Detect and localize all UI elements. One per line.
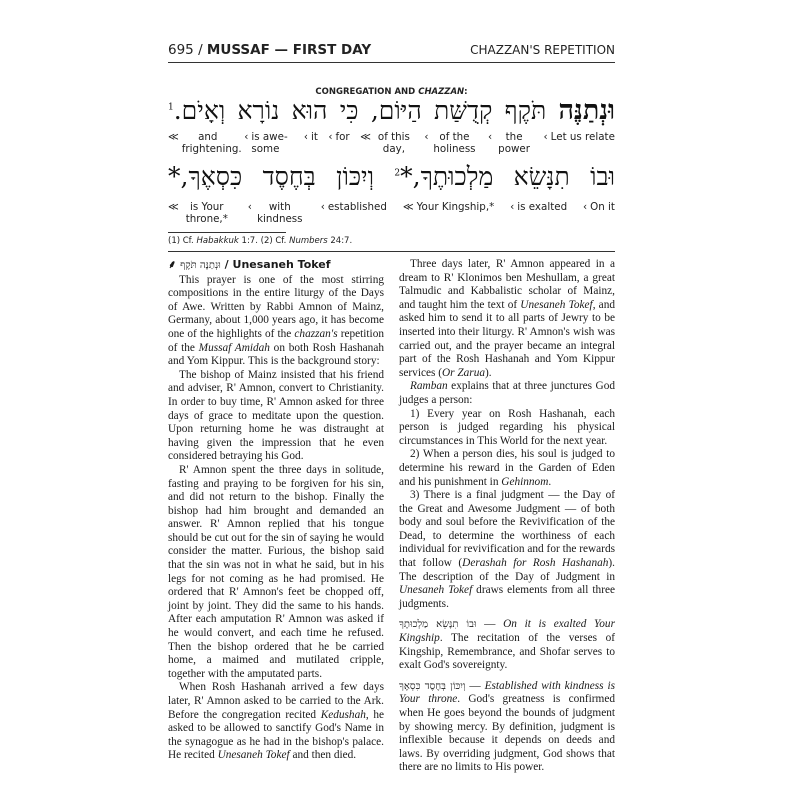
paragraph: וְיִכּוֹן בְּחֶסֶד כִּסְאֶךָ — Established with kindness is Your throne. God's greatness is confirmed when He goes beyond the bounds of judgment by showing mercy. By definition, judgment is inflexible because it depends on deeds and laws. By overriding judgment, God shows that there are no limits to His power. (399, 679, 616, 774)
translation-word: ‹ of the holiness (424, 131, 476, 155)
translation-word: ‹ for (328, 131, 350, 143)
hebrew-verse-2: וּבוֹ תִנָּשֵׂא מַלְכוּתֶךָ,*$^2$ וְיִכּוֹן בְּחֶסֶד כִּסְאֶךָ,* (168, 162, 615, 191)
header-left: 695 / MUSSAF — FIRST DAY (168, 42, 372, 58)
commentary-column-right (399, 258, 615, 775)
interlinear-translation-2 (168, 201, 615, 225)
section-title: MUSSAF — FIRST DAY (206, 42, 372, 58)
translation-word: ‹ is awe- some (244, 131, 288, 155)
hebrew-first-word: וּנְתַנֶּה (558, 95, 615, 126)
paragraph: R' Amnon spent the three days in solitude, fasting and praying to be forgiven for his sin, and did not return to the bishop. Finally the bishop had him brought and demanded an answer. R' Amnon replied that his tongue should be cut out for the sin of saying he would consider the matter. Furious, the bishop said that the sin was not in what he said, but in his legs for not coming as he had promised. He ordered that R' Amnon's feet be chopped off, joint by joint. They did the same to his hands. After each amputation R' Amnon was asked if he would convert, and each time he refused. Then the bishop ordered that he be carried home, a maimed and mutilated cripple, together with the amputated parts. (168, 463, 384, 680)
paragraph: 1) Every year on Rosh Hashanah, each person is judged regarding his physical circumstances in This World for the next year. (399, 407, 615, 447)
footnote-divider (168, 232, 286, 233)
header-right-title: CHAZZAN'S REPETITION (470, 43, 615, 57)
arrow-left-icon: ≪ (402, 201, 414, 213)
prayer-book-page (168, 0, 615, 800)
paragraph: When Rosh Hashanah arrived a few days later, R' Amnon asked to be carried to the Ark. Before the congregation recited Kedushah, he asked to be allowed to sanctify God's Name in the synagogue as he had in the bishop's palace. He recited Unesaneh Tokef and then died. (168, 681, 384, 762)
translation-word: ‹ established (320, 201, 387, 213)
paragraph: The bishop of Mainz insisted that his friend and adviser, R' Amnon, convert to Christianity. In order to buy time, R' Amnon asked for three days of grace to meditate upon the question. Upon returning home he was distraught at having given the impression that he even considered betraying his God. (168, 368, 384, 463)
instruction-label: CONGREGATION AND CHAZZAN: (315, 87, 468, 97)
paragraph: Three days later, R' Amnon appeared in a dream to R' Klonimos ben Meshullam, a great Talmudic and Kabbalistic scholar of Mainz, and taught him the text of Unesaneh Tokef, and asked him to send it to all parts of Jewry to be inserted into their liturgy. R' Amnon's wish was carried out, and the prayer became an integral part of the Rosh Hashanah and Yom Kippur services (Or Zarua). (399, 258, 615, 379)
translation-word: ‹ it (303, 131, 318, 143)
paragraph: This prayer is one of the most stirring compositions in the entire liturgy of the Days of Awe. Written by Rabbi Amnon of Mainz, Germany, about 1,000 years ago, it has become one of the highlights of the chazzan's repetition of the Mussaf Amidah on both Rosh Hashanah and Yom Kippur. This is the background story: (168, 273, 384, 368)
ornament-icon: ⸙ (168, 258, 177, 271)
arrow-left-icon: ‹ (328, 131, 333, 143)
arrow-left-icon: ≪ (168, 201, 179, 213)
paragraph: 2) When a person dies, his soul is judged to determine his reward in the Garden of Eden and his punishment in Gehinnom. (399, 448, 615, 488)
arrow-left-icon: ‹ (583, 201, 588, 213)
translation-word: ‹ the power (487, 131, 530, 155)
commentary-column-left (168, 258, 384, 763)
paragraph: Ramban explains that at three junctures God judges a person: (399, 380, 615, 406)
arrow-left-icon: ‹ (543, 131, 548, 143)
translation-word: ‹ with kindness (247, 201, 303, 225)
translation-word: ≪ Your Kingship,* (402, 201, 495, 213)
arrow-left-icon: ≪ (168, 131, 179, 143)
paragraph: וּבוֹ תִנָּשֵׂא מַלְכוּתֶךָ — On it is exalted Your Kingship. The recitation of the verses of Kingship, Remembrance, and Shofar serves to exalt God's sovereignty. (399, 618, 615, 672)
arrow-left-icon: ‹ (424, 131, 429, 143)
arrow-left-icon: ≪ (360, 131, 371, 143)
arrow-left-icon: ‹ (247, 201, 252, 213)
interlinear-translation-1 (168, 131, 615, 155)
commentary-title: ⸙ וּנְתַנֶּה תֹּקֶף / Unesaneh Tokef (168, 258, 331, 271)
translation-word: ‹ Let us relate (543, 131, 615, 143)
footnote-mark: 2 (394, 168, 401, 179)
commentary-divider (168, 251, 615, 252)
page-number: 695 (168, 42, 194, 58)
arrow-left-icon: ‹ (244, 131, 249, 143)
translation-word: ≪ and frightening. (168, 131, 242, 155)
translation-word: ‹ On it (583, 201, 615, 213)
paragraph: 3) There is a final judgment — the Day of the Great and Awesome Judgment — of both body and soul before the Revivification of the Dead, to determine the worthiness of each individual for revivification and for the rewards that follow (Derashah for Rosh Hashanah). The description of the Day of Judgment in Unesaneh Tokef draws elements from all three judgments. (399, 489, 615, 610)
arrow-left-icon: ‹ (510, 201, 515, 213)
footnote-mark: 1 (168, 102, 174, 113)
arrow-left-icon: ‹ (320, 201, 325, 213)
arrow-left-icon: ‹ (487, 131, 493, 143)
translation-word: ≪ is Your throne,* (168, 201, 228, 225)
footnotes: (1) Cf. Habakkuk 1:7. (2) Cf. Numbers 24:7. (168, 236, 353, 246)
translation-word: ‹ is exalted (510, 201, 568, 213)
running-header (168, 40, 615, 63)
hebrew-verse-1: וּנְתַנֶּה תֹּקֶף קְדֻשַּׁת הַיּוֹם, כִּי הוּא נוֹרָא וְאָיֹם.$^1$ (168, 95, 615, 126)
translation-word: ≪ of this day, (360, 131, 410, 155)
arrow-left-icon: ‹ (303, 131, 308, 143)
